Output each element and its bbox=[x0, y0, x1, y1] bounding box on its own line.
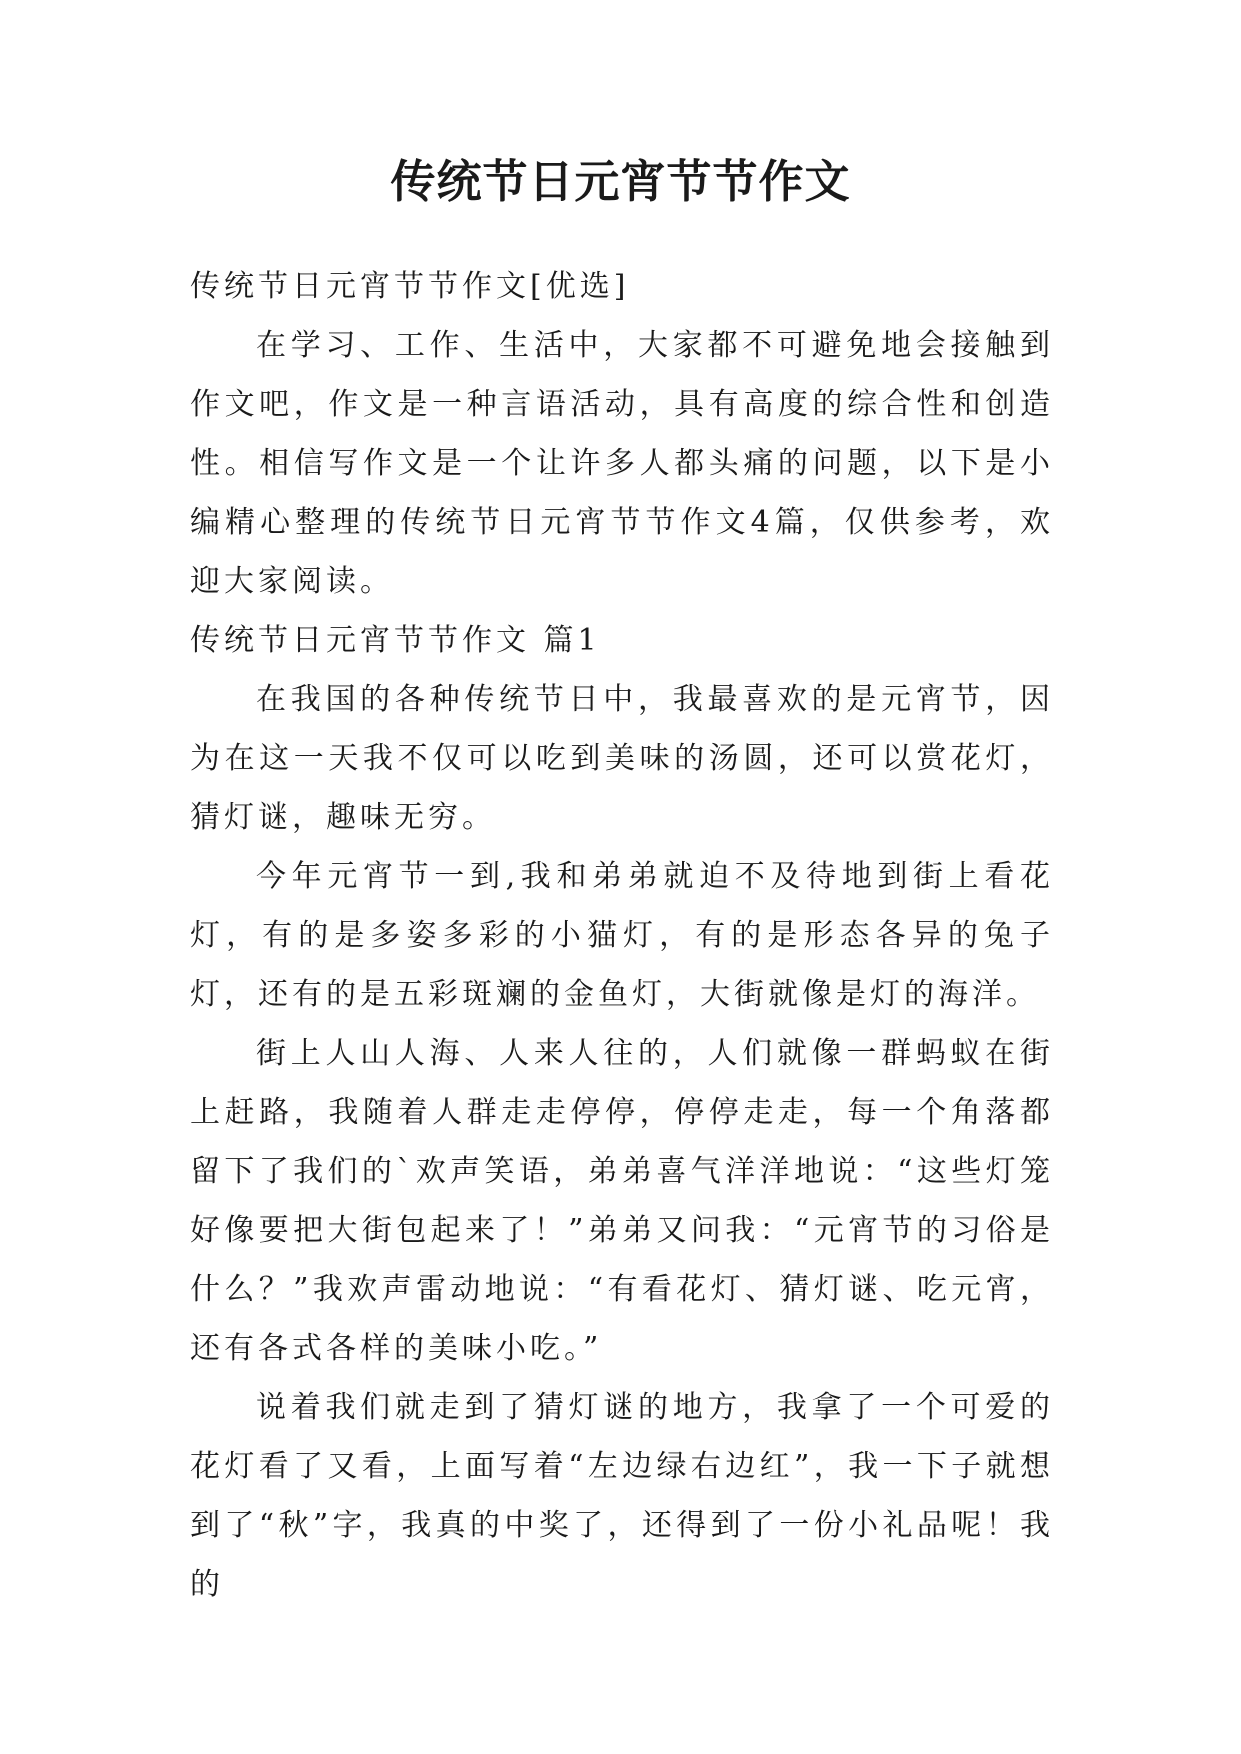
body-paragraph: 街上人山人海、人来人往的，人们就像一群蚂蚁在街上赶路，我随着人群走走停停，停停走走，每一个角落都留下了我们的`欢声笑语，弟弟喜气洋洋地说：“这些灯笼好像要把大街包起来了！”弟弟又问我：“元宵节的习俗是什么？”我欢声雷动地说：“有看花灯、猜灯谜、吃元宵，还有各式各样的美味小吃。” bbox=[190, 1036, 1054, 1366]
body-paragraph: 在我国的各种传统节日中，我最喜欢的是元宵节，因为在这一天我不仅可以吃到美味的汤圆，还可以赏花灯，猜灯谜，趣味无穷。 bbox=[190, 682, 1054, 835]
intro-paragraph: 在学习、工作、生活中，大家都不可避免地会接触到作文吧，作文是一种言语活动，具有高度的综合性和创造性。相信写作文是一个让许多人都头痛的问题，以下是小编精心整理的传统节日元宵节节作文4篇，仅供参考，欢迎大家阅读。 bbox=[190, 328, 1054, 599]
subtitle-line: 传统节日元宵节节作文[优选] bbox=[190, 269, 630, 304]
body-paragraph: 今年元宵节一到,我和弟弟就迫不及待地到街上看花灯，有的是多姿多彩的小猫灯，有的是形态各异的兔子灯，还有的是五彩斑斓的金鱼灯，大街就像是灯的海洋。 bbox=[190, 859, 1054, 1012]
body-paragraph: 说着我们就走到了猜灯谜的地方，我拿了一个可爱的花灯看了又看，上面写着“左边绿右边红”，我一下子就想到了“秋”字，我真的中奖了，还得到了一份小礼品呢！我的 bbox=[190, 1390, 1054, 1602]
document-body bbox=[190, 257, 1054, 1614]
document-title: 传统节日元宵节节作文 bbox=[390, 155, 851, 208]
section-heading: 传统节日元宵节节作文 篇1 bbox=[190, 623, 601, 658]
